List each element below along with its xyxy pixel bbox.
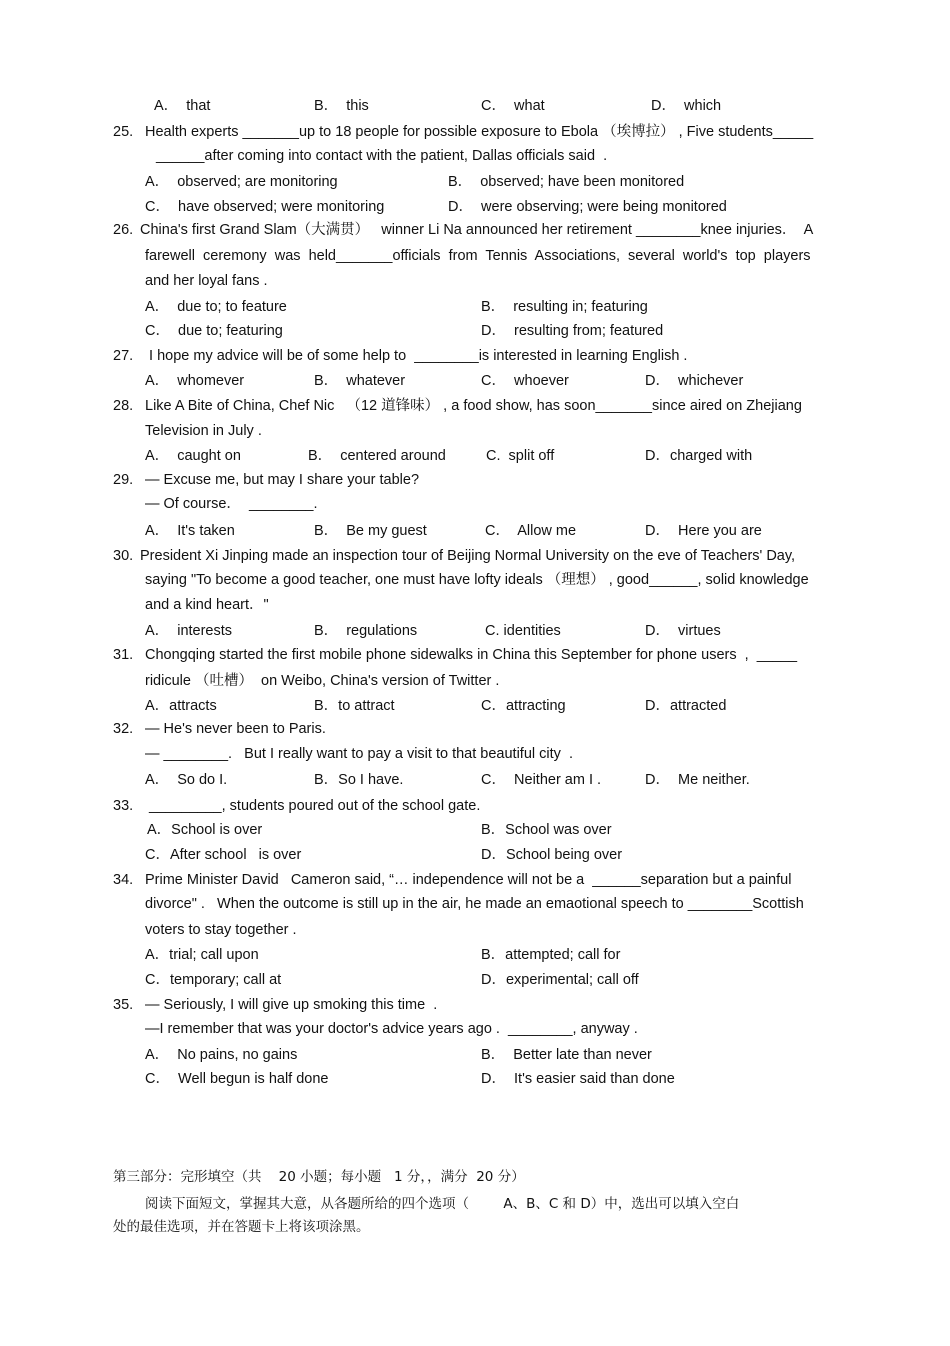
- section-heading: 第三部分：完形填空（共 20 小题；每小题 1 分，，满分 20 分）: [113, 1169, 525, 1185]
- option-b: B．to attract: [314, 698, 395, 714]
- option-c: C. split off: [486, 448, 555, 464]
- option-d: D． Here you are: [645, 523, 762, 539]
- option-b: B． Better late than never: [481, 1047, 652, 1063]
- question-text: divorce" . When the outcome is still up in the air, he made an emaotional speech to ________Scottish: [145, 896, 804, 912]
- question-text: — Excuse me, but may I share your table?: [145, 472, 420, 488]
- question-text: —I remember that was your doctor's advice years ago . ________, anyway .: [145, 1021, 638, 1037]
- question-number: 30.: [113, 548, 134, 564]
- option-b: B． regulations: [314, 623, 418, 639]
- option-a: A． interests: [145, 623, 233, 639]
- question-text: ridicule （吐槽） on Weibo, China's version of Twitter .: [145, 673, 500, 689]
- option-c: C． have observed; were monitoring: [145, 199, 385, 215]
- question-text: Health experts _______up to 18 people for possible exposure to Ebola （埃博拉） , Five students_____: [145, 124, 814, 140]
- option-a: A．trial; call upon: [145, 947, 259, 963]
- option-a: A． observed; are monitoring: [145, 174, 338, 190]
- option-b: B． Be my guest: [314, 523, 427, 539]
- option-b: B．So I have.: [314, 772, 404, 788]
- option-b: B． this: [314, 98, 369, 114]
- option-d: D．charged with: [645, 448, 753, 464]
- question-number: 26.: [113, 222, 134, 238]
- question-text: and her loyal fans .: [145, 273, 268, 289]
- question-text: voters to stay together .: [145, 922, 297, 938]
- option-b: B． observed; have been monitored: [448, 174, 685, 190]
- option-b: B． centered around: [308, 448, 446, 464]
- question-text: Television in July .: [145, 423, 262, 439]
- option-b: B．School was over: [481, 822, 612, 838]
- section-instruction: 处的最佳选项，并在答题卡上将该项涂黑。: [113, 1219, 370, 1235]
- option-a: A． that: [154, 98, 211, 114]
- question-text: President Xi Jinping made an inspection tour of Beijing Normal University on the eve of Teachers' Day,: [140, 548, 796, 564]
- question-text: Like A Bite of China, Chef Nic （12 道锋味） , a food show, has soon_______since aired on Zhejiang: [145, 398, 802, 414]
- option-b: B． resulting in; featuring: [481, 299, 648, 315]
- option-b: B．attempted; call for: [481, 947, 621, 963]
- question-text: and a kind heart．": [145, 597, 269, 613]
- question-number: 32.: [113, 721, 134, 737]
- question-text: — He's never been to Paris.: [145, 721, 326, 737]
- option-c: C． Well begun is half done: [145, 1071, 329, 1087]
- option-c: C． due to; featuring: [145, 323, 283, 339]
- question-number: 33.: [113, 798, 134, 814]
- option-c: C. identities: [485, 623, 561, 639]
- question-number: 31.: [113, 647, 134, 663]
- question-text: Prime Minister David Cameron said, “… independence will not be a ______separation but a painful: [145, 872, 792, 888]
- option-a: A． due to; to feature: [145, 299, 287, 315]
- option-a: A．attracts: [145, 698, 217, 714]
- question-text: farewell ceremony was held_______officials from Tennis Associations, several world's top players: [145, 248, 811, 264]
- option-a: A． It's taken: [145, 523, 235, 539]
- option-d: D．experimental; call off: [481, 972, 639, 988]
- question-text: saying "To become a good teacher, one must have lofty ideals （理想） , good______, solid knowledge: [145, 572, 809, 588]
- question-text: I hope my advice will be of some help to ________is interested in learning English .: [145, 348, 688, 364]
- option-d: D． virtues: [645, 623, 721, 639]
- option-c: C． what: [481, 98, 545, 114]
- option-d: D． resulting from; featured: [481, 323, 664, 339]
- question-number: 27.: [113, 348, 134, 364]
- option-a: A． No pains, no gains: [145, 1047, 298, 1063]
- option-d: D． were observing; were being monitored: [448, 199, 727, 215]
- question-text: ______after coming into contact with the patient, Dallas officials said .: [156, 148, 608, 164]
- question-number: 35.: [113, 997, 134, 1013]
- option-a: A． whomever: [145, 373, 245, 389]
- option-d: D．School being over: [481, 847, 623, 863]
- option-a: A．School is over: [147, 822, 263, 838]
- option-c: C． Neither am I .: [481, 772, 602, 788]
- option-d: D． whichever: [645, 373, 744, 389]
- option-c: C．temporary; call at: [145, 972, 282, 988]
- question-number: 25.: [113, 124, 134, 140]
- option-d: D． It's easier said than done: [481, 1071, 675, 1087]
- section-instruction: 阅读下面短文，掌握其大意，从各题所给的四个选项（ A、B、C 和 D）中，选出可以填入空白: [145, 1196, 740, 1212]
- option-c: C． Allow me: [485, 523, 577, 539]
- option-a: A． caught on: [145, 448, 241, 464]
- option-d: D． Me neither.: [645, 772, 750, 788]
- question-text: — ________. But I really want to pay a visit to that beautiful city .: [145, 746, 573, 762]
- question-text: Chongqing started the first mobile phone sidewalks in China this September for phone users , _____: [145, 647, 798, 663]
- option-c: C．attracting: [481, 698, 566, 714]
- option-d: D． which: [651, 98, 722, 114]
- option-d: D．attracted: [645, 698, 727, 714]
- question-text: — Seriously, I will give up smoking this time .: [145, 997, 438, 1013]
- question-text: China's first Grand Slam（大满贯） winner Li Na announced her retirement ________knee injuries． A: [140, 222, 814, 238]
- question-number: 34.: [113, 872, 134, 888]
- option-b: B． whatever: [314, 373, 406, 389]
- question-number: 29.: [113, 472, 134, 488]
- question-number: 28.: [113, 398, 134, 414]
- option-c: C． whoever: [481, 373, 569, 389]
- question-text: _________, students poured out of the school gate.: [145, 798, 481, 814]
- question-text: — Of course． ________.: [145, 496, 318, 512]
- option-c: C．After school is over: [145, 847, 302, 863]
- option-a: A． So do I.: [145, 772, 228, 788]
